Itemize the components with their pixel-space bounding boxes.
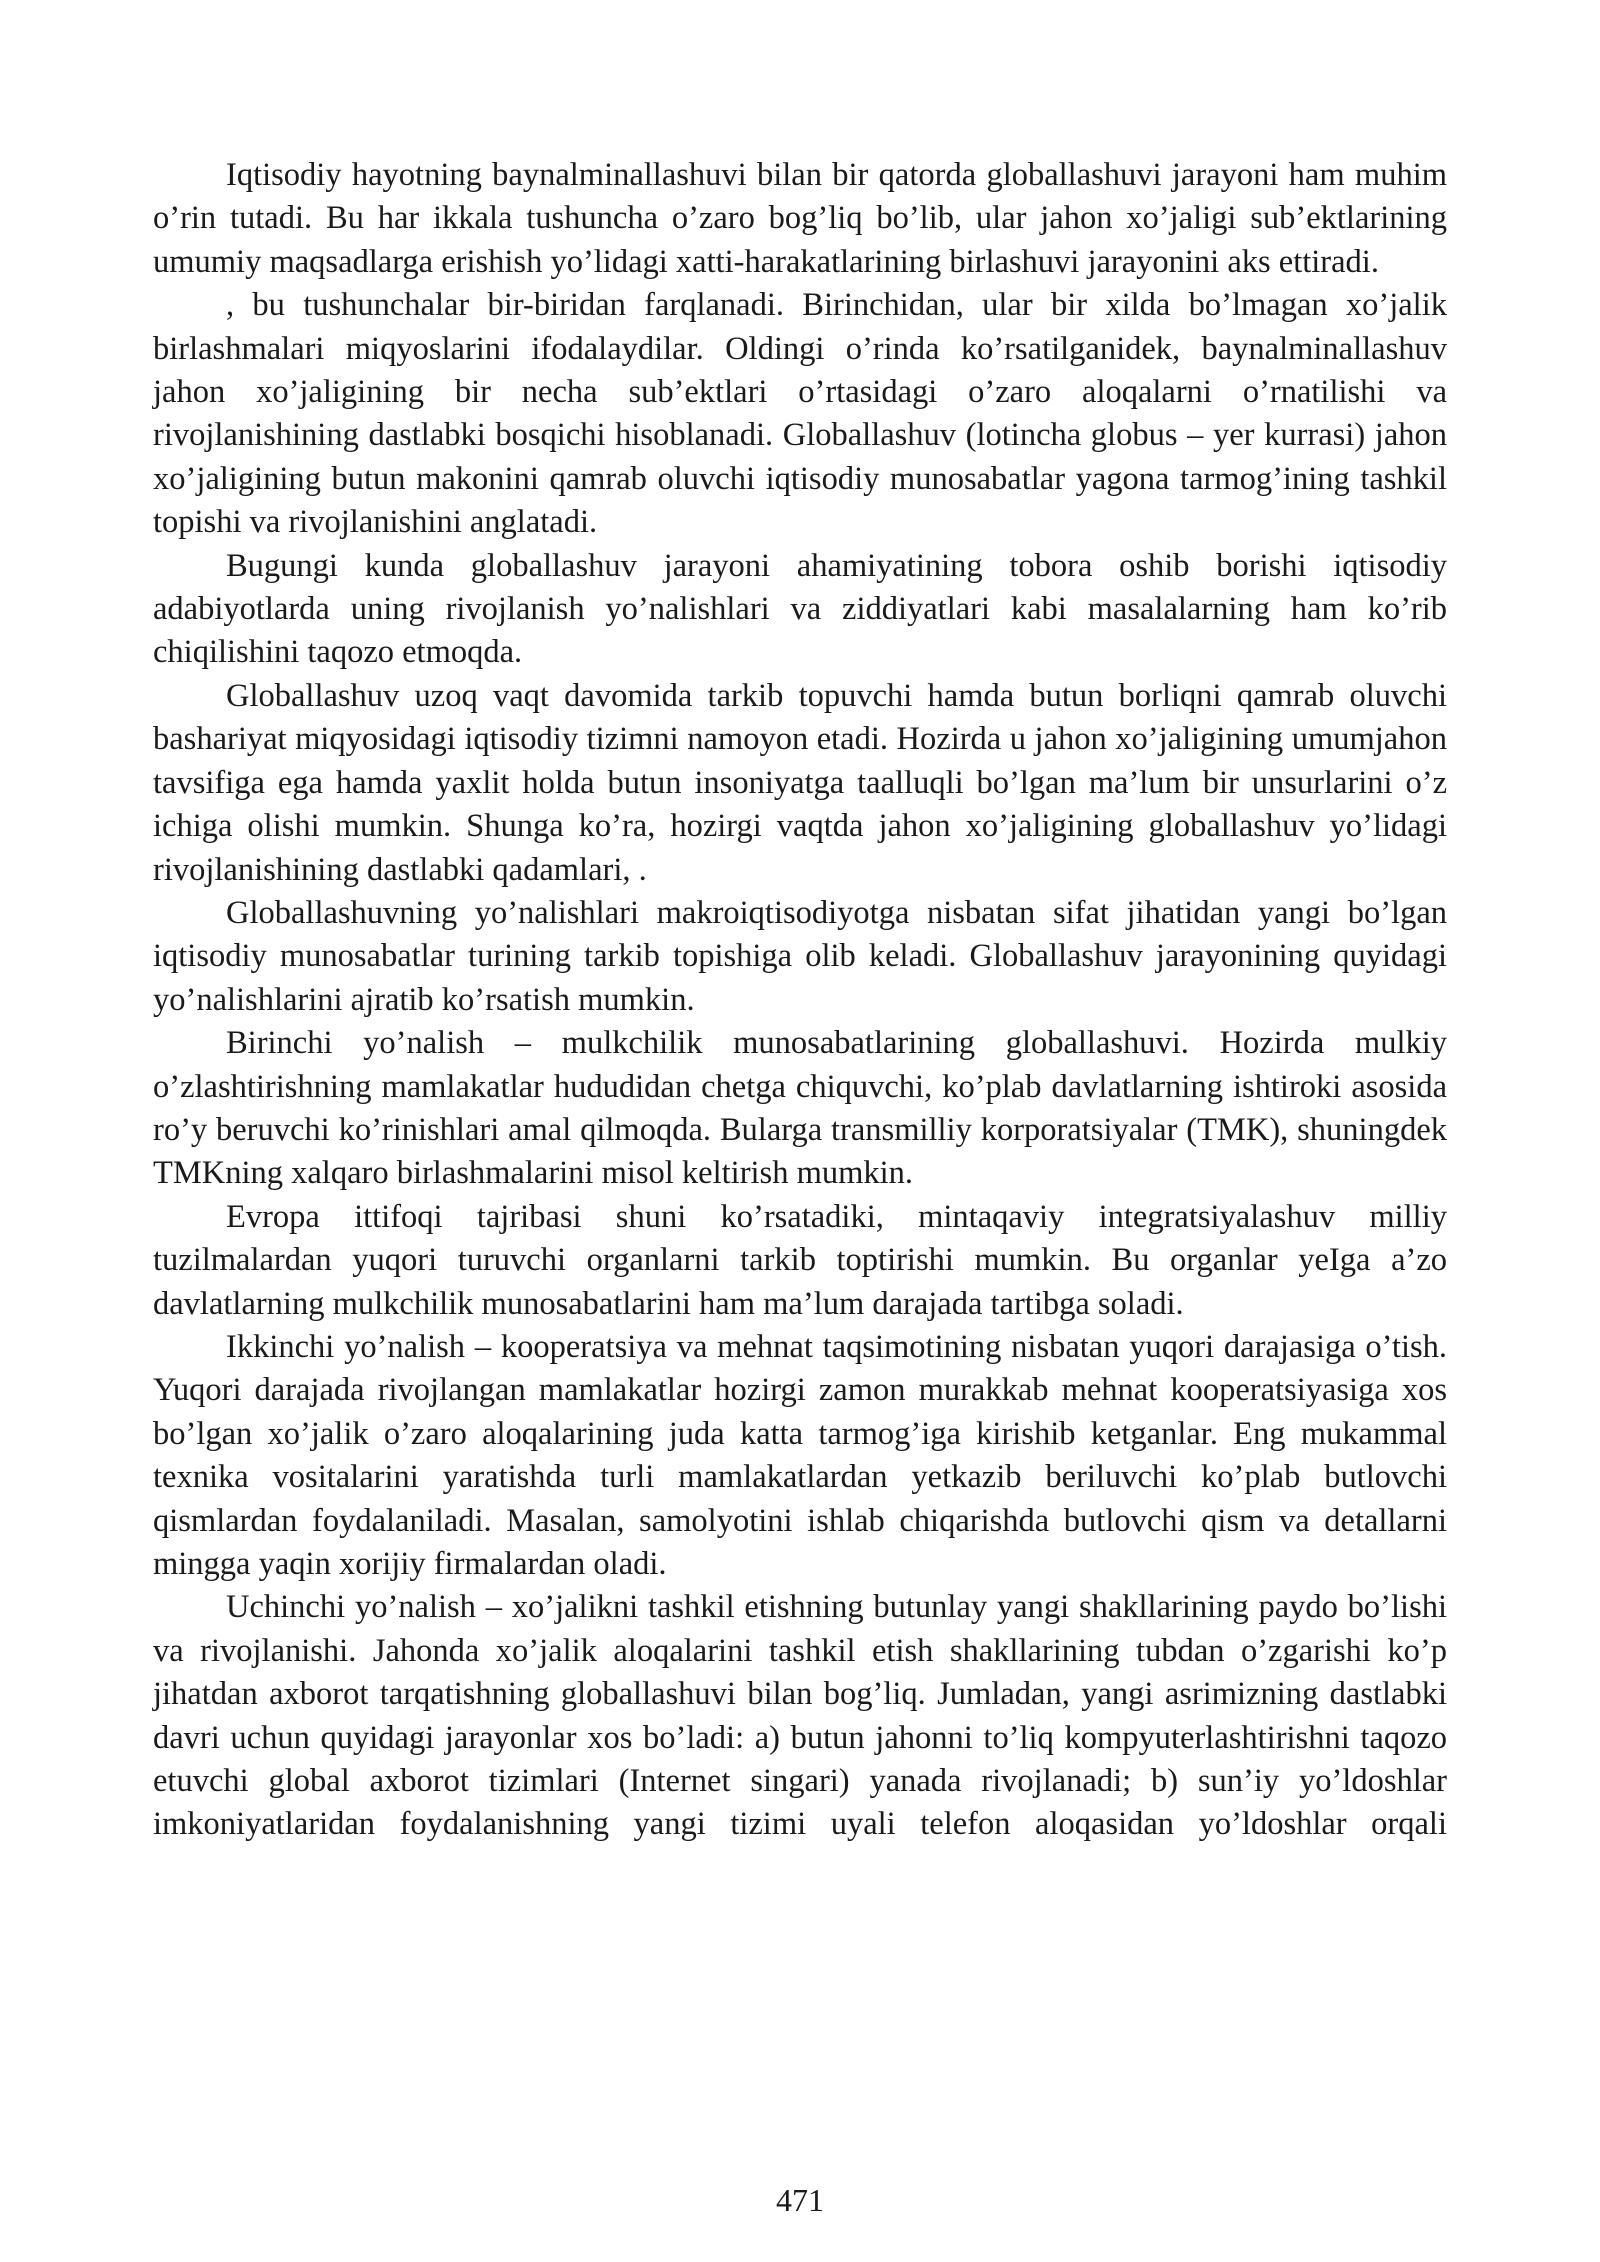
paragraph: Birinchi yo’nalish – mulkchilik munosabatlarining globallashuvi. Hozirda mulkiy o’zlashtirishning mamlakatlar hududidan chetga chiquvchi, ko’plab davlatlarning ishtiroki asosida ro’y beruvchi ko’rinishlari amal qilmoqda. Bularga transmilliy korporatsiyalar (TMK), shuningdek TMKning xalqaro birlashmalarini misol keltirish mumkin. xyxy=(153,1025,1447,1192)
paragraph: , bu tushunchalar bir-biridan farqlanadi. Birinchidan, ular bir xilda bo’lmagan xo’jalik birlashmalari miqyoslarini ifodalaydilar. Oldingi o’rinda ko’rsatilganidek, baynalminallashuv jahon xo’jaligining bir necha sub’ektlari o’rtasidagi o’zaro aloqalarni o’rnatilishi va rivojlanishining dastlabki bosqichi hisoblanadi. Globallashuv (lotincha globus – yer kurrasi) jahon xo’jaligining butun makonini qamrab oluvchi iqtisodiy munosabatlar yagona tarmog’ining tashkil topishi va rivojlanishini anglatadi. xyxy=(153,287,1447,541)
paragraph: Ikkinchi yo’nalish – kooperatsiya va mehnat taqsimotining nisbatan yuqori darajasiga o’tish. Yuqori darajada rivojlangan mamlakatlar hozirgi zamon murakkab mehnat kooperatsiyasiga xos bo’lgan xo’jalik o’zaro aloqalarining juda katta tarmog’iga kirishib ketganlar. Eng mukammal texnika vositalarini yaratishda turli mamlakatlardan yetkazib beriluvchi ko’plab butlovchi qismlardan foydalaniladi. Masalan, samolyotini ishlab chiqarishda butlovchi qism va detallarni mingga yaqin xorijiy firmalardan oladi. xyxy=(153,1328,1447,1582)
body-text xyxy=(153,154,1447,1847)
paragraph: Iqtisodiy hayotning baynalminallashuvi bilan bir qatorda globallashuvi jarayoni ham muhim o’rin tutadi. Bu har ikkala tushuncha o’zaro bog’liq bo’lib, ular jahon xo’jaligi sub’ektlarining umumiy maqsadlarga erishish yo’lidagi xatti-harakatlarining birlashuvi jarayonini aks ettiradi. xyxy=(153,157,1447,280)
paragraph: Uchinchi yo’nalish – xo’jalikni tashkil etishning butunlay yangi shakllarining paydo bo’lishi va rivojlanishi. Jahonda xo’jalik aloqalarini tashkil etish shakllarining tubdan o’zgarishi ko’p jihatdan axborot tarqatishning globallashuvi bilan bog’liq. Jumladan, yangi asrimizning dastlabki davri uchun quyidagi jarayonlar xos bo’ladi: a) butun jahonni to’liq kompyuterlashtirishni taqozo etuvchi global axborot tizimlari (Internet singari) yanada rivojlanadi; b) sun’iy yo’ldoshlar imkoniyatlaridan foydalanishning yangi tizimi uyali telefon aloqasidan yo’ldoshlar orqali xyxy=(153,1589,1447,1843)
paragraph: Evropa ittifoqi tajribasi shuni ko’rsatadiki, mintaqaviy integratsiyalashuv milliy tuzilmalardan yuqori turuvchi organlarni tarkib toptirishi mumkin. Bu organlar yeIga a’zo davlatlarning mulkchilik munosabatlarini ham ma’lum darajada tartibga soladi. xyxy=(153,1198,1447,1322)
paragraph: Bugungi kunda globallashuv jarayoni ahamiyatining tobora oshib borishi iqtisodiy adabiyotlarda uning rivojlanish yo’nalishlari va ziddiyatlari kabi masalalarning ham ko’rib chiqilishini taqozo etmoqda. xyxy=(153,547,1447,671)
paragraph: Globallashuv uzoq vaqt davomida tarkib topuvchi hamda butun borliqni qamrab oluvchi bashariyat miqyosidagi iqtisodiy tizimni namoyon etadi. Hozirda u jahon xo’jaligining umumjahon tavsifiga ega hamda yaxlit holda butun insoniyatga taalluqli bo’lgan ma’lum bir unsurlarini o’z ichiga olishi mumkin. Shunga ko’ra, hozirgi vaqtda jahon xo’jaligining globallashuv yo’lidagi rivojlanishining dastlabki qadamlari, . xyxy=(153,677,1447,888)
paragraph: Globallashuvning yo’nalishlari makroiqtisodiyotga nisbatan sifat jihatidan yangi bo’lgan iqtisodiy munosabatlar turining tarkib topishiga olib keladi. Globallashuv jarayonining quyidagi yo’nalishlarini ajratib ko’rsatish mumkin. xyxy=(153,894,1447,1018)
page-number: 471 xyxy=(776,2182,824,2218)
